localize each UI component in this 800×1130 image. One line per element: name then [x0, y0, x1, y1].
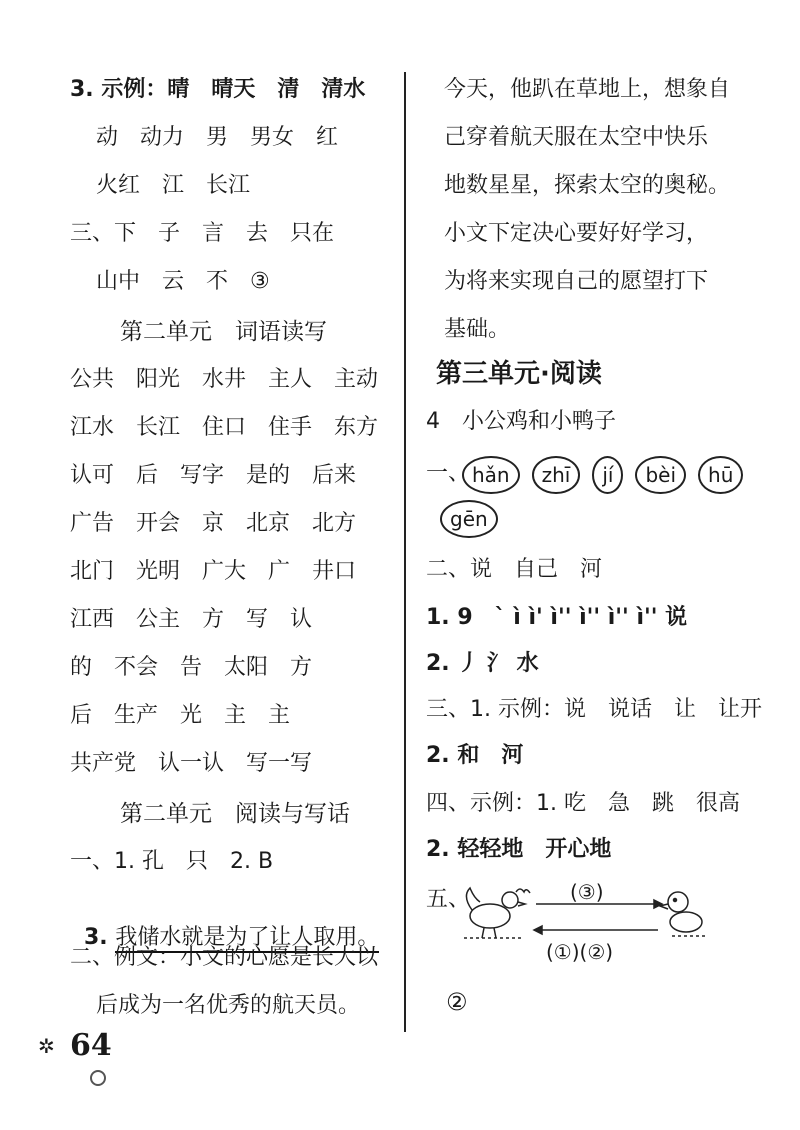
- final-answer: ②: [446, 988, 468, 1016]
- answer-line: 二、说 自己 河: [426, 557, 603, 582]
- arrow-label-top: (③): [570, 880, 604, 904]
- word-row: 公共 阳光 水井 主人 主动: [70, 367, 379, 392]
- answer-line: 三、1. 示例：说 说话 让 让开: [426, 697, 762, 722]
- question-label: 五、: [426, 887, 471, 912]
- page-number: 64: [70, 1028, 112, 1063]
- word-row: 的 不会 告 太阳 方: [70, 655, 313, 680]
- essay-line: 己穿着航天服在太空中快乐: [444, 125, 709, 150]
- stroke-order-line: 1. 9 ` ì ì' ì'' ì'' ì'' ì'' 说: [426, 605, 688, 630]
- column-divider: [404, 72, 406, 1032]
- answer-line: 山中 云 不 ③: [96, 269, 270, 294]
- word-row: 江水 长江 住口 住手 东方: [70, 415, 379, 440]
- answer-line: 三、下 子 言 去 只在: [70, 221, 335, 246]
- answer-line: 动 动力 男 男女 红: [96, 125, 339, 150]
- essay-line: 地数星星，探索太空的奥秘。: [444, 173, 731, 198]
- pinyin-oval: bèi: [635, 456, 686, 494]
- word-row: 广告 开会 京 北京 北方: [70, 511, 357, 536]
- pinyin-oval: hū: [698, 456, 743, 494]
- answer-line: 一、1. 孔 只 2. B: [70, 849, 274, 874]
- star-icon: ✲: [38, 1034, 55, 1058]
- lesson-title: 4 小公鸡和小鸭子: [426, 409, 616, 434]
- essay-line: 基础。: [444, 317, 511, 342]
- question-number: 3.: [84, 925, 116, 950]
- stroke-order-line: 2. 丿 氵 水: [426, 651, 539, 676]
- answer-line: 四、示例：1. 吃 急 跳 很高: [426, 791, 740, 816]
- section-heading: 第二单元 阅读与写话: [120, 801, 350, 827]
- word-row: 认可 后 写字 是的 后来: [70, 463, 357, 488]
- underlined-sentence: 我储水就是为了让人取用。: [115, 925, 379, 953]
- answer-line: 二、例文：小文的心愿是长大以: [70, 945, 379, 970]
- answer-line: 3. 示例：晴 晴天 清 清水: [70, 77, 366, 102]
- pinyin-row: [462, 456, 755, 494]
- word-row: 江西 公主 方 写 认: [70, 607, 313, 632]
- pinyin-oval: gēn: [440, 500, 498, 538]
- pinyin-row: [440, 500, 510, 538]
- answer-line: 2. 轻轻地 开心地: [426, 837, 612, 862]
- essay-line: 今天，他趴在草地上，想象自: [444, 77, 731, 102]
- essay-line: 小文下定决心要好好学习，: [444, 221, 709, 246]
- arrow-label-bottom: (①)(②): [546, 940, 614, 964]
- answer-line: 2. 和 河: [426, 743, 524, 768]
- pinyin-oval: hǎn: [462, 456, 520, 494]
- arrow-left: [534, 926, 658, 934]
- unit-heading: 第三单元·阅读: [436, 359, 602, 389]
- word-row: 后 生产 光 主 主: [70, 703, 291, 728]
- rooster-icon: [464, 888, 530, 938]
- answer-line: 后成为一名优秀的航天员。: [96, 993, 361, 1018]
- circle-icon: [90, 1070, 106, 1086]
- pinyin-oval: zhī: [532, 456, 581, 494]
- section-heading: 第二单元 词语读写: [120, 319, 327, 345]
- question-label: 一、: [426, 461, 471, 486]
- duckling-icon: [660, 892, 706, 936]
- word-row: 共产党 认一认 写一写: [70, 751, 313, 776]
- word-row: 北门 光明 广大 广 井口: [70, 559, 357, 584]
- essay-line: 为将来实现自己的愿望打下: [444, 269, 709, 294]
- pinyin-oval: jí: [592, 456, 623, 494]
- answer-line: 火红 江 长江: [96, 173, 251, 198]
